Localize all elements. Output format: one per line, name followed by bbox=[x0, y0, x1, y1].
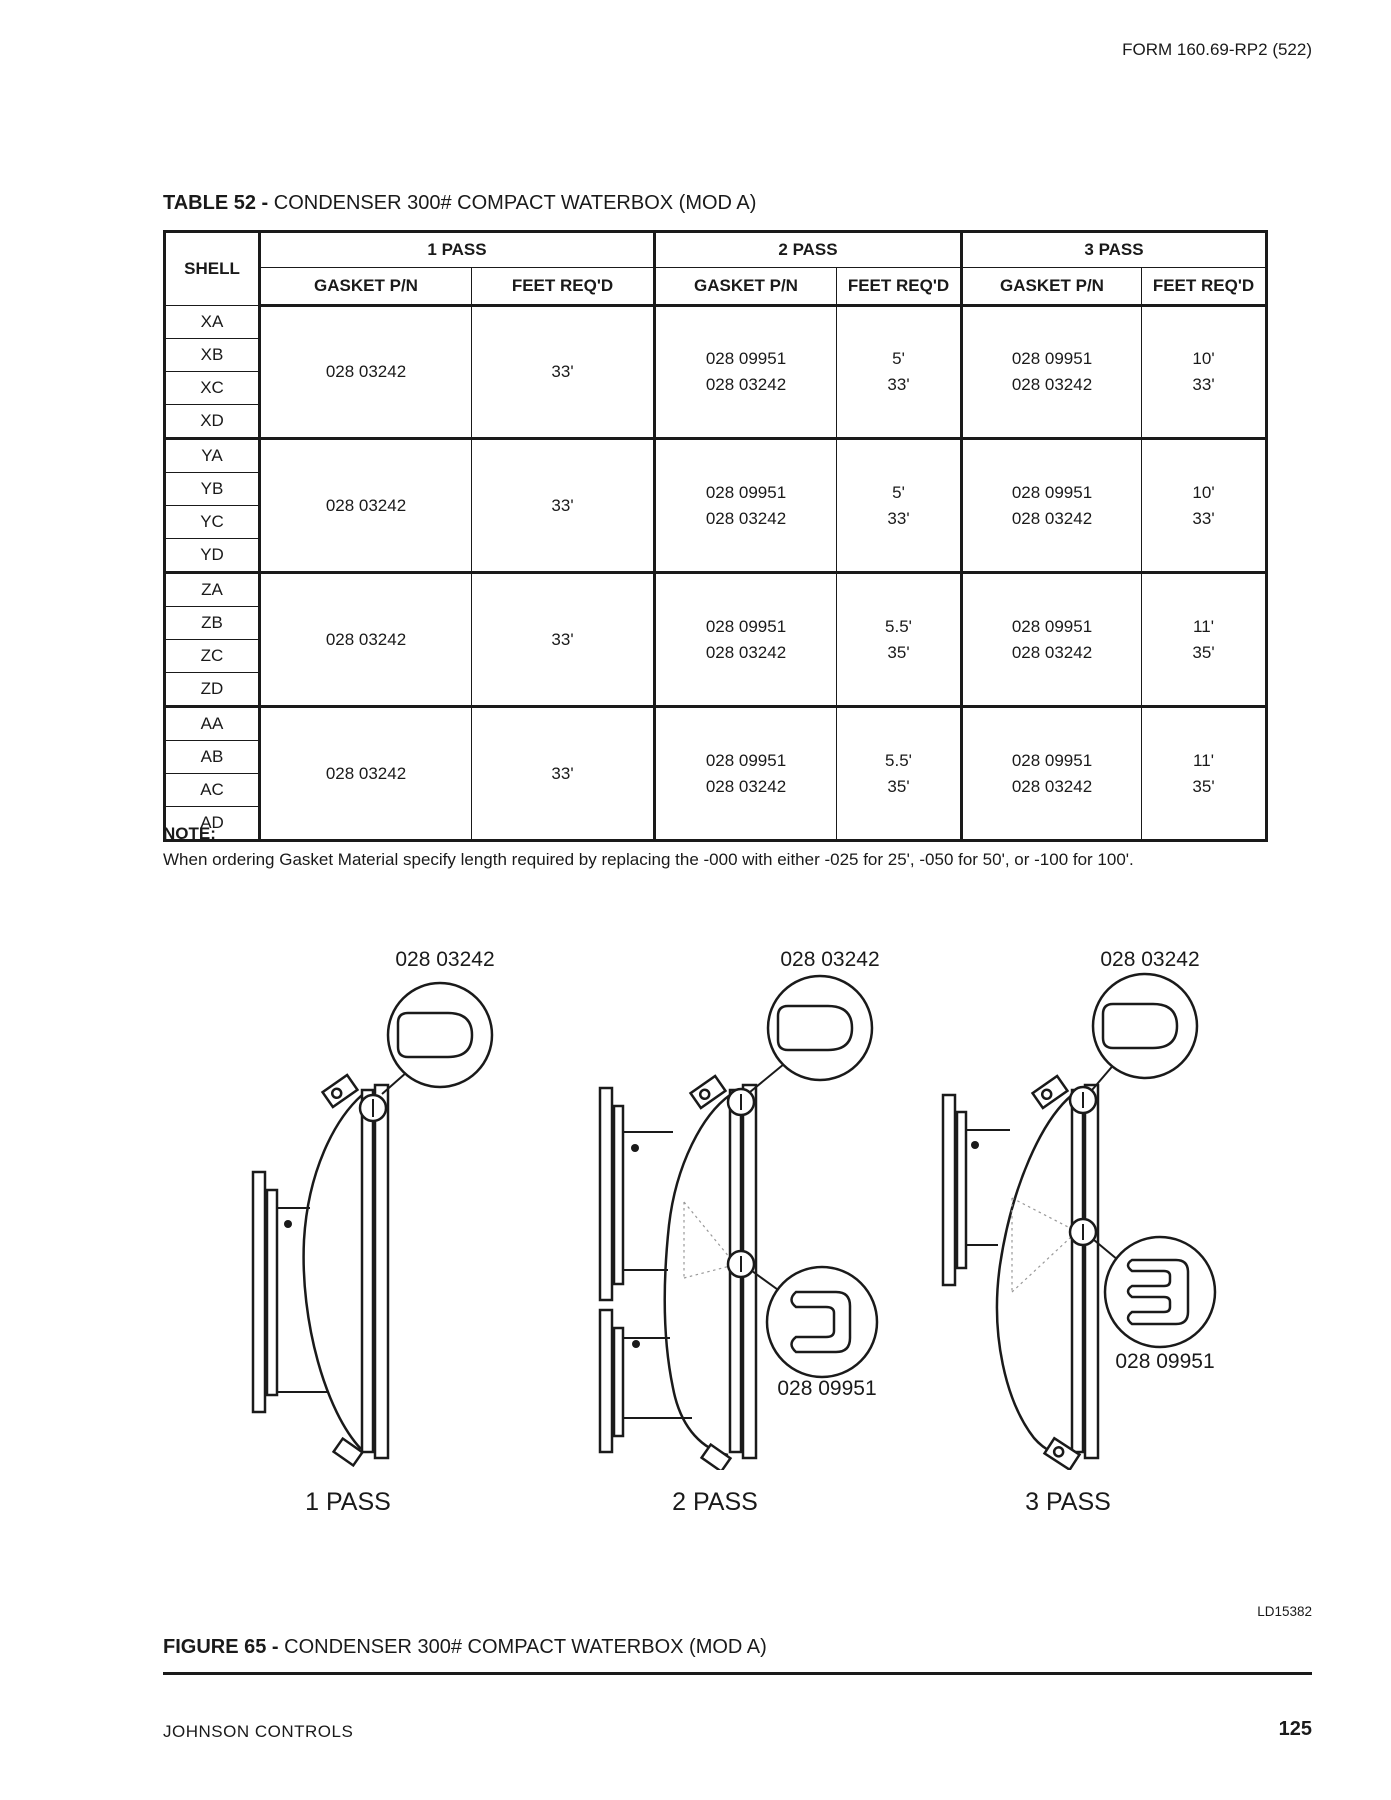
shell-cell: ZC bbox=[165, 640, 260, 673]
p2-gasket-cell bbox=[655, 707, 837, 841]
footer-rule bbox=[163, 1672, 1312, 1675]
value-line: 5' bbox=[892, 482, 905, 502]
value-line: 028 09951 bbox=[705, 349, 787, 368]
table-title-text: CONDENSER 300# COMPACT WATERBOX (MOD A) bbox=[273, 192, 757, 214]
shell-curve bbox=[997, 1095, 1072, 1456]
gasket-label-03242: 028 03242 bbox=[1100, 948, 1200, 971]
shell-curve bbox=[304, 1095, 362, 1449]
value-line: 028 03242 bbox=[1011, 375, 1093, 394]
drawing-id: LD15382 bbox=[1257, 1604, 1312, 1619]
gasket-detail-circle bbox=[1093, 974, 1197, 1078]
p2-gasket-cell bbox=[655, 573, 837, 707]
gasket-profile-09951-icon bbox=[1128, 1260, 1188, 1324]
p2-feet-cell bbox=[837, 439, 962, 573]
value-line: 028 03242 bbox=[705, 508, 787, 528]
left-flange-upper bbox=[600, 1088, 673, 1300]
gasket-label-09951: 028 09951 bbox=[777, 1377, 877, 1400]
value-line: 028 03242 bbox=[705, 642, 787, 662]
header-shell: SHELL bbox=[165, 232, 260, 306]
waterbox-diagram-1pass bbox=[230, 940, 530, 1470]
waterbox-gasket-table bbox=[163, 230, 1268, 842]
header-2pass: 2 PASS bbox=[655, 232, 962, 268]
header-gasket-pn: GASKET P/N bbox=[962, 268, 1142, 306]
value-line: 5' bbox=[892, 349, 905, 368]
bolt-dot bbox=[631, 1144, 639, 1152]
pass-divider-dashed bbox=[1012, 1198, 1070, 1292]
p1-feet-cell: 33' bbox=[472, 439, 655, 573]
p1-gasket-cell: 028 03242 bbox=[260, 306, 472, 439]
lifting-lug-icon bbox=[323, 1075, 358, 1107]
pass-label-2: 2 PASS bbox=[672, 1488, 758, 1516]
value-line: 33' bbox=[887, 508, 910, 528]
shell-cell: XA bbox=[165, 306, 260, 339]
left-flange bbox=[943, 1095, 1010, 1285]
shell-cell: YA bbox=[165, 439, 260, 473]
p2-feet-cell bbox=[837, 573, 962, 707]
shell-cell: AD bbox=[165, 807, 260, 841]
shell-cell: YC bbox=[165, 506, 260, 539]
pass-label-1: 1 PASS bbox=[305, 1488, 391, 1516]
figure-caption-number: FIGURE 65 - bbox=[163, 1636, 285, 1658]
p1-feet-cell: 33' bbox=[472, 573, 655, 707]
value-line: 028 09951 bbox=[705, 482, 787, 502]
value-line: 028 09951 bbox=[705, 616, 787, 636]
gasket-detail-circle bbox=[767, 1267, 877, 1377]
value-line: 5.5' bbox=[885, 750, 912, 770]
p1-gasket-cell: 028 03242 bbox=[260, 439, 472, 573]
bolt-dot bbox=[632, 1340, 640, 1348]
value-line: 028 09951 bbox=[1011, 750, 1093, 770]
gasket-profile-03242-icon bbox=[398, 1013, 472, 1057]
shell-cell: YD bbox=[165, 539, 260, 573]
table-row bbox=[165, 306, 1267, 339]
value-line: 5.5' bbox=[885, 616, 912, 636]
pass-divider-dashed bbox=[684, 1202, 730, 1278]
note-text: When ordering Gasket Material specify length required by replacing the -000 with either -025 for 25', -050 for 50', or -100 for 100'. bbox=[163, 850, 1134, 869]
p2-gasket-cell bbox=[655, 306, 837, 439]
leader-line bbox=[750, 1064, 784, 1092]
gasket-detail-circle bbox=[1105, 1237, 1215, 1347]
figure-caption-text: CONDENSER 300# COMPACT WATERBOX (MOD A) bbox=[284, 1636, 767, 1658]
p3-feet-cell bbox=[1142, 306, 1267, 439]
shell-cell: AB bbox=[165, 741, 260, 774]
shell-cell: ZD bbox=[165, 673, 260, 707]
table-title-number: TABLE 52 - bbox=[163, 192, 274, 214]
value-line: 028 09951 bbox=[1011, 349, 1093, 368]
shell-cell: ZA bbox=[165, 573, 260, 607]
value-line: 028 09951 bbox=[1011, 616, 1093, 636]
gasket-label-03242: 028 03242 bbox=[780, 948, 880, 971]
table-row bbox=[165, 573, 1267, 607]
gasket-detail-circle bbox=[388, 983, 492, 1087]
bolt-callout-circle bbox=[1070, 1087, 1096, 1113]
value-line: 028 03242 bbox=[1011, 642, 1093, 662]
table-title bbox=[163, 192, 756, 215]
bottom-tab-icon bbox=[702, 1445, 731, 1470]
p3-feet-cell bbox=[1142, 707, 1267, 841]
p1-gasket-cell: 028 03242 bbox=[260, 707, 472, 841]
bolt-callout-circle bbox=[728, 1251, 754, 1277]
shell-cell: ZB bbox=[165, 607, 260, 640]
value-line: 35' bbox=[1192, 776, 1215, 796]
value-line: 11' bbox=[1193, 616, 1214, 636]
p3-gasket-cell bbox=[962, 573, 1142, 707]
value-line: 33' bbox=[887, 375, 910, 394]
page-number: 125 bbox=[1278, 1718, 1312, 1740]
shell-cell: YB bbox=[165, 473, 260, 506]
p2-feet-cell bbox=[837, 306, 962, 439]
figure-caption bbox=[163, 1636, 767, 1659]
pass-label-3: 3 PASS bbox=[1025, 1488, 1111, 1516]
value-line: 028 03242 bbox=[1011, 508, 1093, 528]
value-line: 028 03242 bbox=[705, 375, 787, 394]
value-line: 10' bbox=[1192, 349, 1215, 368]
tubesheet-plate bbox=[1072, 1085, 1098, 1458]
p1-feet-cell: 33' bbox=[472, 306, 655, 439]
leader-line bbox=[382, 1072, 407, 1094]
header-feet-reqd: FEET REQ'D bbox=[837, 268, 962, 306]
shell-cell: AC bbox=[165, 774, 260, 807]
p3-gasket-cell bbox=[962, 707, 1142, 841]
value-line: 028 09951 bbox=[1011, 482, 1093, 502]
header-feet-reqd: FEET REQ'D bbox=[1142, 268, 1267, 306]
header-feet-reqd: FEET REQ'D bbox=[472, 268, 655, 306]
form-number: FORM 160.69-RP2 (522) bbox=[1122, 40, 1312, 59]
left-flange bbox=[253, 1172, 329, 1412]
footer-company: JOHNSON CONTROLS bbox=[163, 1722, 354, 1741]
shell-cell: AA bbox=[165, 707, 260, 741]
bolt-dot bbox=[971, 1141, 979, 1149]
left-flange-lower bbox=[600, 1310, 692, 1452]
p3-feet-cell bbox=[1142, 439, 1267, 573]
value-line: 33' bbox=[1192, 508, 1215, 528]
value-line: 028 09951 bbox=[705, 750, 787, 770]
header-3pass: 3 PASS bbox=[962, 232, 1267, 268]
gasket-label-03242: 028 03242 bbox=[395, 948, 495, 971]
value-line: 10' bbox=[1192, 482, 1215, 502]
gasket-profile-03242-icon bbox=[778, 1006, 852, 1050]
value-line: 35' bbox=[887, 642, 910, 662]
value-line: 028 03242 bbox=[1011, 776, 1093, 796]
p2-feet-cell bbox=[837, 707, 962, 841]
table-row bbox=[165, 439, 1267, 473]
bottom-tab-icon bbox=[334, 1439, 363, 1466]
gasket-label-09951: 028 09951 bbox=[1115, 1350, 1215, 1373]
value-line: 35' bbox=[1192, 642, 1215, 662]
waterbox-diagram-2pass bbox=[580, 940, 910, 1470]
bolt-callout-circle bbox=[1070, 1219, 1096, 1245]
p3-gasket-cell bbox=[962, 306, 1142, 439]
p1-gasket-cell: 028 03242 bbox=[260, 573, 472, 707]
header-1pass: 1 PASS bbox=[260, 232, 655, 268]
shell-cell: XB bbox=[165, 339, 260, 372]
bolt-callout-circle bbox=[360, 1095, 386, 1121]
note-label: NOTE: bbox=[163, 824, 216, 843]
waterbox-diagram-3pass bbox=[920, 940, 1250, 1470]
shell-cell: XD bbox=[165, 405, 260, 439]
shell-cell: XC bbox=[165, 372, 260, 405]
bolt-dot bbox=[284, 1220, 292, 1228]
value-line: 35' bbox=[887, 776, 910, 796]
p1-feet-cell: 33' bbox=[472, 707, 655, 841]
header-gasket-pn: GASKET P/N bbox=[655, 268, 837, 306]
p2-gasket-cell bbox=[655, 439, 837, 573]
p3-gasket-cell bbox=[962, 439, 1142, 573]
gasket-detail-circle bbox=[768, 976, 872, 1080]
table-row bbox=[165, 707, 1267, 741]
gasket-profile-03242-icon bbox=[1103, 1004, 1177, 1048]
header-gasket-pn: GASKET P/N bbox=[260, 268, 472, 306]
value-line: 028 03242 bbox=[705, 776, 787, 796]
value-line: 33' bbox=[1192, 375, 1215, 394]
tubesheet-plate bbox=[362, 1085, 388, 1458]
value-line: 11' bbox=[1193, 750, 1214, 770]
p3-feet-cell bbox=[1142, 573, 1267, 707]
bolt-callout-circle bbox=[728, 1089, 754, 1115]
